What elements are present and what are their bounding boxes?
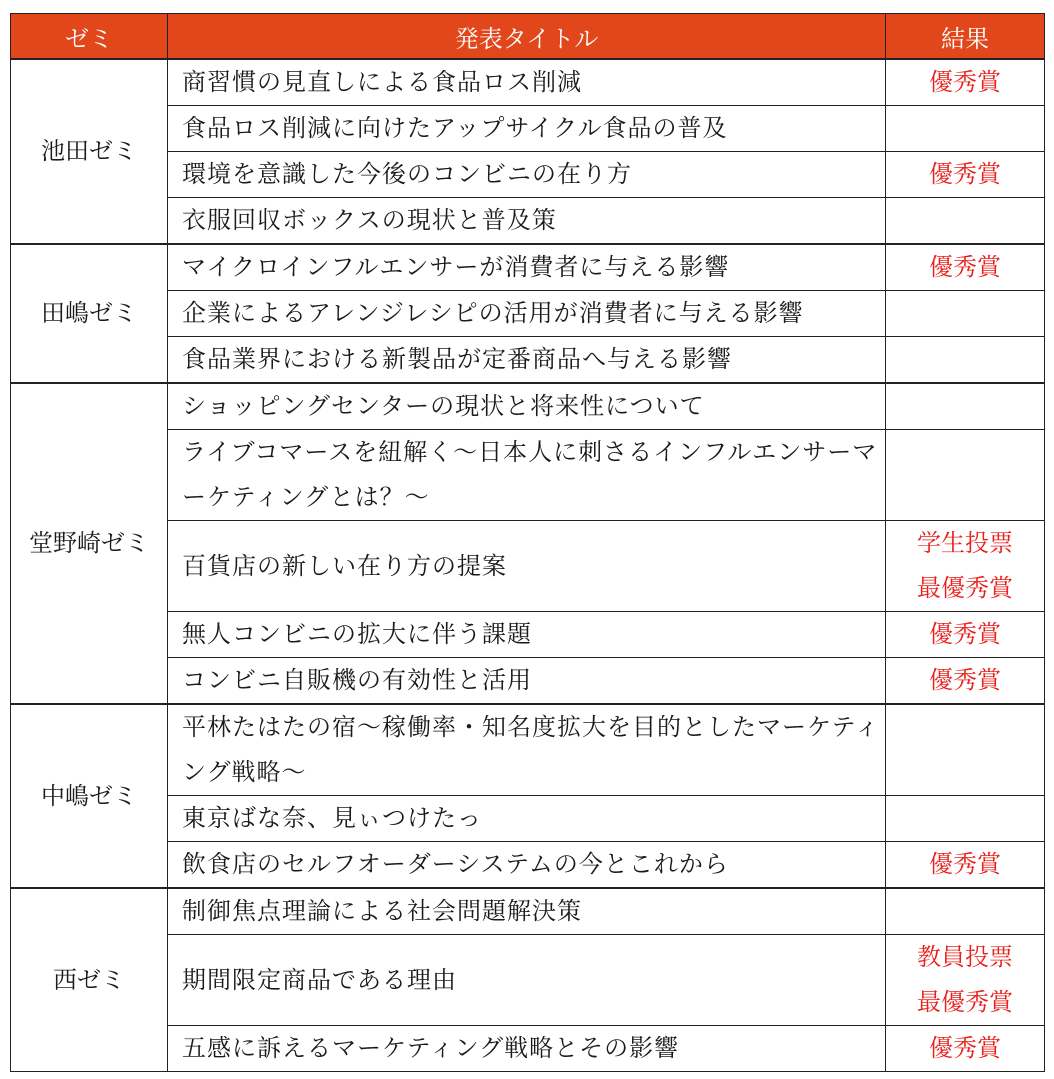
result-award <box>886 337 1045 384</box>
result-award: 優秀賞 <box>886 244 1045 291</box>
presentation-results-table-wrapper <box>10 13 1045 1072</box>
result-award <box>886 796 1045 842</box>
table-row <box>11 704 1045 796</box>
result-award: 優秀賞 <box>886 59 1045 106</box>
result-award <box>886 291 1045 337</box>
zemi-name: 堂野崎ゼミ <box>11 383 168 704</box>
presentation-title: 商習慣の見直しによる食品ロス削減 <box>168 59 886 106</box>
presentation-results-table <box>10 13 1045 1072</box>
presentation-title: 食品業界における新製品が定番商品へ与える影響 <box>168 337 886 384</box>
result-award: 学生投票 最優秀賞 <box>886 521 1045 612</box>
result-award: 優秀賞 <box>886 152 1045 198</box>
presentation-title: 百貨店の新しい在り方の提案 <box>168 521 886 612</box>
header-zemi: ゼミ <box>11 14 168 60</box>
zemi-name: 中嶋ゼミ <box>11 704 168 888</box>
presentation-title: マイクロインフルエンサーが消費者に与える影響 <box>168 244 886 291</box>
result-award <box>886 704 1045 796</box>
presentation-title: 企業によるアレンジレシピの活用が消費者に与える影響 <box>168 291 886 337</box>
presentation-title: 期間限定商品である理由 <box>168 935 886 1026</box>
header-title: 発表タイトル <box>168 14 886 60</box>
zemi-name: 池田ゼミ <box>11 59 168 244</box>
presentation-title: 東京ばな奈、見ぃつけたっ <box>168 796 886 842</box>
result-award <box>886 106 1045 152</box>
zemi-name: 田嶋ゼミ <box>11 244 168 383</box>
presentation-title: 五感に訴えるマーケティング戦略とその影響 <box>168 1026 886 1072</box>
table-row <box>11 59 1045 106</box>
result-award: 優秀賞 <box>886 658 1045 705</box>
presentation-title: 無人コンビニの拡大に伴う課題 <box>168 612 886 658</box>
presentation-title: 衣服回収ボックスの現状と普及策 <box>168 198 886 245</box>
presentation-title: ライブコマースを紐解く～日本人に刺さるインフルエンサーマーケティングとは？～ <box>168 430 886 521</box>
header-row <box>11 14 1045 60</box>
header-result: 結果 <box>886 14 1045 60</box>
presentation-title: コンビニ自販機の有効性と活用 <box>168 658 886 705</box>
table-row <box>11 383 1045 430</box>
result-award: 優秀賞 <box>886 1026 1045 1072</box>
table-row <box>11 888 1045 935</box>
presentation-title: 食品ロス削減に向けたアップサイクル食品の普及 <box>168 106 886 152</box>
presentation-title: ショッピングセンターの現状と将来性について <box>168 383 886 430</box>
presentation-title: 環境を意識した今後のコンビニの在り方 <box>168 152 886 198</box>
presentation-title: 制御焦点理論による社会問題解決策 <box>168 888 886 935</box>
result-award <box>886 383 1045 430</box>
result-award: 優秀賞 <box>886 612 1045 658</box>
presentation-title: 飲食店のセルフオーダーシステムの今とこれから <box>168 842 886 889</box>
presentation-title: 平林たはたの宿～稼働率・知名度拡大を目的としたマーケティング戦略～ <box>168 704 886 796</box>
result-award: 教員投票 最優秀賞 <box>886 935 1045 1026</box>
result-award: 優秀賞 <box>886 842 1045 889</box>
result-award <box>886 198 1045 245</box>
result-award <box>886 888 1045 935</box>
result-award <box>886 430 1045 521</box>
zemi-name: 西ゼミ <box>11 888 168 1072</box>
table-row <box>11 244 1045 291</box>
